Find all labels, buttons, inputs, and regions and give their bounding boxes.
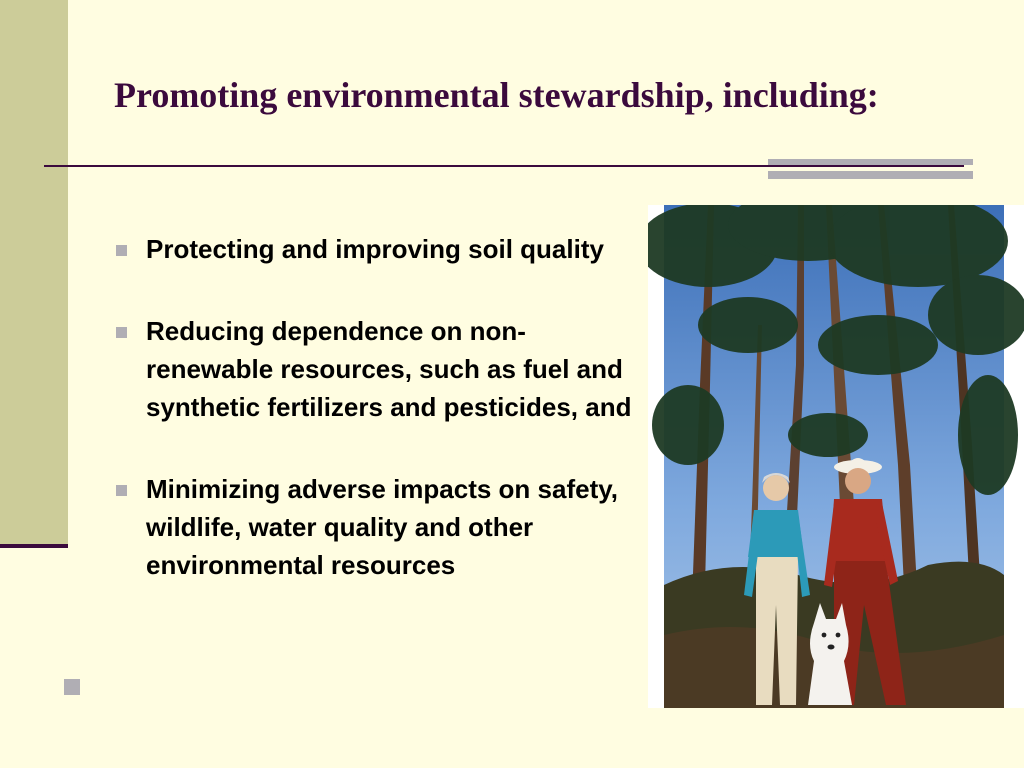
- bullet-text: Minimizing adverse impacts on safety, wildlife, water quality and other environmental resources: [146, 474, 618, 580]
- bullet-item: [114, 312, 634, 426]
- bullet-list: [114, 230, 634, 628]
- bullet-text: Reducing dependence on non-renewable resources, such as fuel and synthetic fertilizers and pesticides, and: [146, 316, 632, 422]
- sidebar-rule: [0, 544, 68, 548]
- square-bullet-icon: [116, 485, 127, 496]
- photo-couple-with-dog-in-pine-forest: [648, 205, 1024, 708]
- title-divider: [44, 165, 964, 167]
- bullet-text: Protecting and improving soil quality: [146, 234, 604, 264]
- accent-bar-bottom: [768, 171, 973, 179]
- square-bullet-icon: [116, 245, 127, 256]
- sidebar-band: [0, 0, 68, 548]
- bullet-item: [114, 230, 634, 268]
- slide-title: Promoting environmental stewardship, including:: [114, 75, 879, 115]
- accent-bar-top: [768, 159, 973, 165]
- square-bullet-icon: [116, 327, 127, 338]
- square-icon: [64, 679, 80, 695]
- bullet-item: [114, 470, 634, 584]
